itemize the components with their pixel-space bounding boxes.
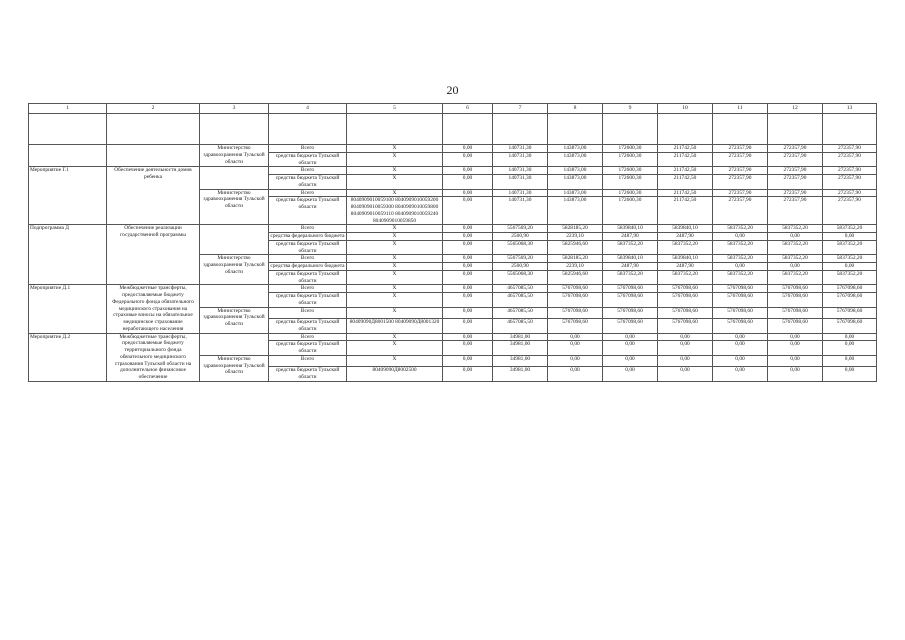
value-cell: 5767098,60	[548, 307, 603, 319]
event-code-cell: Мероприятие Д.1	[29, 285, 107, 333]
value-cell: 143873,00	[548, 152, 603, 167]
value-cell: 172600,30	[603, 167, 658, 175]
value-cell: 2500,90	[493, 263, 548, 271]
table-cell	[823, 114, 877, 145]
value-cell: 272357,90	[713, 145, 768, 153]
funding-source-cell: Всего	[269, 255, 347, 263]
column-header: 8	[548, 104, 603, 114]
value-cell: 5837352,20	[713, 225, 768, 233]
value-cell: 0,00	[443, 270, 493, 285]
value-cell: 272357,90	[768, 189, 823, 197]
value-cell: 140731,30	[493, 197, 548, 225]
funding-source-cell: Всего	[269, 285, 347, 293]
value-cell: 272357,90	[768, 152, 823, 167]
value-cell: 5837352,20	[768, 270, 823, 285]
value-cell: 172600,30	[603, 189, 658, 197]
value-cell: 5837352,20	[768, 225, 823, 233]
value-cell: 0,00	[443, 189, 493, 197]
column-header: 1	[29, 104, 107, 114]
value-cell: 5837352,20	[823, 240, 877, 255]
value-cell: 272357,90	[823, 152, 877, 167]
value-cell: 0,00	[768, 367, 823, 382]
value-cell: 5837352,20	[713, 255, 768, 263]
value-cell: 5837352,20	[713, 240, 768, 255]
budget-table	[28, 103, 877, 382]
value-cell: 5767098,60	[768, 285, 823, 293]
executor-cell: Министерство здравоохранения Тульской области	[200, 307, 269, 333]
value-cell: 172600,30	[603, 145, 658, 153]
event-name-cell: Обеспечение реализации государственной программы	[107, 225, 200, 285]
budget-code-cell: X	[347, 175, 443, 190]
budget-code-cell: X	[347, 145, 443, 153]
value-cell: 5839840,10	[603, 255, 658, 263]
funding-source-cell: Всего	[269, 167, 347, 175]
value-cell: 5767098,60	[823, 307, 877, 319]
budget-code-cell: X	[347, 240, 443, 255]
table-cell	[443, 114, 493, 145]
value-cell: 0,00	[443, 233, 493, 241]
value-cell: 5767098,60	[713, 285, 768, 293]
funding-source-cell: средства бюджета Тульской области	[269, 152, 347, 167]
value-cell: 5839840,10	[658, 255, 713, 263]
funding-source-cell: средства бюджета Тульской области	[269, 367, 347, 382]
column-header: 7	[493, 104, 548, 114]
event-name-cell: Межбюджетные трансферты, предоставляемые бюджету Федерального фонда обязательного медицинского страхования на страховые взносы на обязательное медицинское страхование неработающего населения	[107, 285, 200, 333]
value-cell: 5767098,60	[548, 319, 603, 334]
value-cell: 143873,00	[548, 167, 603, 175]
funding-source-cell: Всего	[269, 355, 347, 367]
header-row	[29, 104, 877, 114]
value-cell: 143873,00	[548, 145, 603, 153]
value-cell: 0,00	[658, 355, 713, 367]
value-cell: 140731,30	[493, 145, 548, 153]
value-cell: 0,00	[443, 152, 493, 167]
value-cell: 0,00	[443, 197, 493, 225]
value-cell: 2487,90	[658, 263, 713, 271]
value-cell: 5767098,60	[768, 293, 823, 308]
value-cell: 0,00	[603, 341, 658, 356]
budget-code-cell: 8040909010059100 8040909010059200 8040909010059300 8040909010059800 8040909010059110 8040909010059240 8040909010059850	[347, 197, 443, 225]
value-cell: 140731,30	[493, 175, 548, 190]
value-cell: 0,00	[768, 355, 823, 367]
budget-code-cell: X	[347, 307, 443, 319]
value-cell: 272357,90	[713, 167, 768, 175]
event-code-cell: Мероприятие Д.2	[29, 333, 107, 381]
value-cell: 272357,90	[768, 175, 823, 190]
budget-code-cell: X	[347, 270, 443, 285]
value-cell: 5767098,60	[713, 319, 768, 334]
value-cell: 4657085,50	[493, 319, 548, 334]
value-cell: 0,00	[658, 367, 713, 382]
budget-code-cell: X	[347, 263, 443, 271]
funding-source-cell: средства бюджета Тульской области	[269, 341, 347, 356]
value-cell: 0,00	[603, 333, 658, 341]
column-header: 3	[200, 104, 269, 114]
value-cell: 0,00	[443, 341, 493, 356]
value-cell: 0,00	[443, 240, 493, 255]
value-cell: 34981,00	[493, 355, 548, 367]
value-cell: 0,00	[713, 367, 768, 382]
budget-code-cell: X	[347, 152, 443, 167]
column-header: 2	[107, 104, 200, 114]
value-cell: 0,00	[443, 319, 493, 334]
value-cell: 5767098,60	[713, 307, 768, 319]
value-cell: 0,00	[823, 341, 877, 356]
value-cell: 211742,50	[658, 167, 713, 175]
funding-source-cell: Всего	[269, 145, 347, 153]
value-cell: 0,00	[443, 307, 493, 319]
funding-source-cell: средства бюджета Тульской области	[269, 240, 347, 255]
value-cell: 5828185,20	[548, 225, 603, 233]
value-cell: 5837352,20	[823, 270, 877, 285]
value-cell: 140731,30	[493, 189, 548, 197]
value-cell: 2500,90	[493, 233, 548, 241]
value-cell: 0,00	[443, 255, 493, 263]
value-cell: 211742,50	[658, 152, 713, 167]
event-name-cell: Обеспечение деятельности домов ребенка	[107, 167, 200, 225]
table-cell	[200, 114, 269, 145]
value-cell: 0,00	[443, 285, 493, 293]
value-cell: 5837352,20	[823, 225, 877, 233]
value-cell: 0,00	[713, 355, 768, 367]
table-cell	[269, 114, 347, 145]
value-cell: 0,00	[713, 341, 768, 356]
budget-code-cell: X	[347, 333, 443, 341]
executor-cell	[200, 285, 269, 307]
value-cell: 0,00	[548, 341, 603, 356]
column-header: 9	[603, 104, 658, 114]
funding-source-cell: средства бюджета Тульской области	[269, 175, 347, 190]
value-cell: 5837352,20	[658, 270, 713, 285]
column-header: 6	[443, 104, 493, 114]
value-cell: 5767098,60	[548, 293, 603, 308]
table-row	[29, 225, 877, 233]
value-cell: 272357,90	[823, 189, 877, 197]
value-cell: 5767098,60	[658, 319, 713, 334]
value-cell: 272357,90	[713, 189, 768, 197]
value-cell: 2487,90	[603, 233, 658, 241]
value-cell: 0,00	[443, 175, 493, 190]
value-cell: 211742,50	[658, 145, 713, 153]
table-row	[29, 333, 877, 341]
table-row	[29, 285, 877, 293]
value-cell: 5839840,10	[603, 225, 658, 233]
table-cell	[548, 114, 603, 145]
funding-source-cell: средства бюджета Тульской области	[269, 197, 347, 225]
budget-code-cell: X	[347, 293, 443, 308]
value-cell: 5767098,60	[768, 307, 823, 319]
value-cell: 5825946,60	[548, 270, 603, 285]
value-cell: 272357,90	[823, 145, 877, 153]
value-cell: 172600,30	[603, 175, 658, 190]
budget-code-cell: 80409090Д8001500 80409090Д8001320	[347, 319, 443, 334]
page-number: 20	[446, 83, 459, 97]
value-cell: 5839840,10	[658, 225, 713, 233]
value-cell: 0,00	[658, 333, 713, 341]
value-cell: 272357,90	[823, 197, 877, 225]
value-cell: 5837352,20	[603, 240, 658, 255]
executor-cell: Министерство здравоохранения Тульской области	[200, 145, 269, 167]
value-cell: 272357,90	[768, 145, 823, 153]
value-cell: 172600,30	[603, 152, 658, 167]
value-cell: 0,00	[713, 263, 768, 271]
value-cell: 4657085,50	[493, 307, 548, 319]
value-cell: 5767098,60	[713, 293, 768, 308]
budget-code-cell: X	[347, 285, 443, 293]
value-cell: 5767098,60	[548, 285, 603, 293]
value-cell: 5837352,20	[603, 270, 658, 285]
budget-code-cell: X	[347, 225, 443, 233]
table-cell	[107, 114, 200, 145]
value-cell: 272357,90	[713, 152, 768, 167]
value-cell: 5767098,60	[768, 319, 823, 334]
funding-source-cell: Всего	[269, 307, 347, 319]
value-cell: 211742,50	[658, 175, 713, 190]
event-code-cell	[29, 145, 107, 167]
table-cell	[768, 114, 823, 145]
value-cell: 2487,90	[603, 263, 658, 271]
value-cell: 272357,90	[768, 167, 823, 175]
value-cell: 5565068,30	[493, 270, 548, 285]
value-cell: 0,00	[823, 263, 877, 271]
event-name-cell: Межбюджетные трансферты, предоставляемые бюджету территориального фонда обязательного медицинского страхования Тульской области на дополнительное финансовое обеспечение	[107, 333, 200, 381]
value-cell: 4657085,50	[493, 293, 548, 308]
value-cell: 272357,90	[823, 167, 877, 175]
value-cell: 5565068,30	[493, 240, 548, 255]
value-cell: 211742,50	[658, 197, 713, 225]
budget-code-cell: X	[347, 233, 443, 241]
value-cell: 2239,10	[548, 233, 603, 241]
value-cell: 211742,50	[658, 189, 713, 197]
value-cell: 0,00	[603, 355, 658, 367]
column-header: 11	[713, 104, 768, 114]
value-cell: 5837352,20	[658, 240, 713, 255]
value-cell: 5567569,20	[493, 255, 548, 263]
value-cell: 0,00	[823, 233, 877, 241]
value-cell: 140731,30	[493, 167, 548, 175]
value-cell: 5767098,60	[603, 319, 658, 334]
value-cell: 0,00	[768, 341, 823, 356]
value-cell: 0,00	[548, 367, 603, 382]
value-cell: 0,00	[658, 341, 713, 356]
value-cell: 272357,90	[768, 197, 823, 225]
value-cell: 5767098,60	[823, 285, 877, 293]
value-cell: 5837352,20	[713, 270, 768, 285]
value-cell: 34981,00	[493, 341, 548, 356]
value-cell: 0,00	[548, 355, 603, 367]
event-name-cell	[107, 145, 200, 167]
value-cell: 172600,30	[603, 197, 658, 225]
value-cell: 0,00	[443, 293, 493, 308]
table-cell	[658, 114, 713, 145]
budget-code-cell: X	[347, 255, 443, 263]
table-row	[29, 167, 877, 175]
funding-source-cell: средства бюджета Тульской области	[269, 270, 347, 285]
funding-source-cell: средства федерального бюджета	[270, 233, 345, 239]
executor-cell	[200, 167, 269, 189]
executor-cell: Министерство здравоохранения Тульской области	[200, 189, 269, 225]
budget-code-cell: 80409090Д8002500	[347, 367, 443, 382]
value-cell: 140731,30	[493, 152, 548, 167]
value-cell: 0,00	[713, 233, 768, 241]
table-row	[29, 145, 877, 153]
table-cell	[493, 114, 548, 145]
value-cell: 5837352,20	[768, 240, 823, 255]
value-cell: 5767098,60	[603, 307, 658, 319]
column-header: 5	[347, 104, 443, 114]
value-cell: 272357,90	[713, 175, 768, 190]
funding-source-cell: Всего	[269, 189, 347, 197]
funding-source-cell: Всего	[269, 225, 347, 233]
value-cell: 5837352,20	[823, 255, 877, 263]
blank-row	[29, 114, 877, 145]
value-cell: 143873,00	[548, 189, 603, 197]
budget-code-cell: X	[347, 341, 443, 356]
value-cell: 0,00	[768, 333, 823, 341]
value-cell: 0,00	[443, 355, 493, 367]
funding-source-cell: средства федерального бюджета	[270, 263, 345, 269]
table-cell	[29, 114, 107, 145]
executor-cell: Министерство здравоохранения Тульской области	[200, 355, 269, 381]
value-cell: 0,00	[443, 225, 493, 233]
value-cell: 0,00	[443, 263, 493, 271]
value-cell: 5767098,60	[603, 285, 658, 293]
value-cell: 5767098,60	[823, 319, 877, 334]
value-cell: 4657085,50	[493, 285, 548, 293]
value-cell: 5567569,20	[493, 225, 548, 233]
value-cell: 5767098,60	[823, 293, 877, 308]
value-cell: 0,00	[768, 233, 823, 241]
value-cell: 0,00	[443, 333, 493, 341]
funding-source-cell: средства бюджета Тульской области	[269, 319, 347, 334]
executor-cell: Министерство здравоохранения Тульской области	[200, 255, 269, 285]
value-cell: 5825946,60	[548, 240, 603, 255]
value-cell: 2239,10	[548, 263, 603, 271]
value-cell: 34981,00	[493, 333, 548, 341]
table-cell	[347, 114, 443, 145]
column-header: 12	[768, 104, 823, 114]
value-cell: 0,00	[603, 367, 658, 382]
value-cell: 0,00	[768, 263, 823, 271]
column-header: 4	[269, 104, 347, 114]
budget-code-cell: X	[347, 167, 443, 175]
value-cell: 0,00	[548, 333, 603, 341]
budget-code-cell: X	[347, 189, 443, 197]
value-cell: 5767098,60	[603, 293, 658, 308]
event-code-cell: Подпрограмма Д	[29, 225, 107, 285]
value-cell: 5767098,60	[658, 307, 713, 319]
value-cell: 0,00	[823, 355, 877, 367]
table-cell	[713, 114, 768, 145]
value-cell: 0,00	[443, 167, 493, 175]
event-code-cell: Мероприятие Г.1	[29, 167, 107, 225]
value-cell: 5828185,20	[548, 255, 603, 263]
value-cell: 0,00	[713, 333, 768, 341]
executor-cell	[200, 333, 269, 355]
value-cell: 5767098,60	[658, 293, 713, 308]
funding-source-cell: Всего	[269, 333, 347, 341]
value-cell: 5837352,20	[768, 255, 823, 263]
value-cell: 272357,90	[713, 197, 768, 225]
value-cell: 2487,90	[658, 233, 713, 241]
value-cell: 0,00	[823, 367, 877, 382]
column-header: 10	[658, 104, 713, 114]
value-cell: 0,00	[823, 333, 877, 341]
executor-cell	[200, 225, 269, 255]
value-cell: 34981,00	[493, 367, 548, 382]
value-cell: 272357,90	[823, 175, 877, 190]
value-cell: 0,00	[443, 367, 493, 382]
table-cell	[603, 114, 658, 145]
column-header: 13	[823, 104, 877, 114]
value-cell: 143873,00	[548, 197, 603, 225]
value-cell: 5767098,60	[658, 285, 713, 293]
value-cell: 143873,00	[548, 175, 603, 190]
funding-source-cell: средства бюджета Тульской области	[269, 293, 347, 308]
budget-code-cell: X	[347, 355, 443, 367]
value-cell: 0,00	[443, 145, 493, 153]
